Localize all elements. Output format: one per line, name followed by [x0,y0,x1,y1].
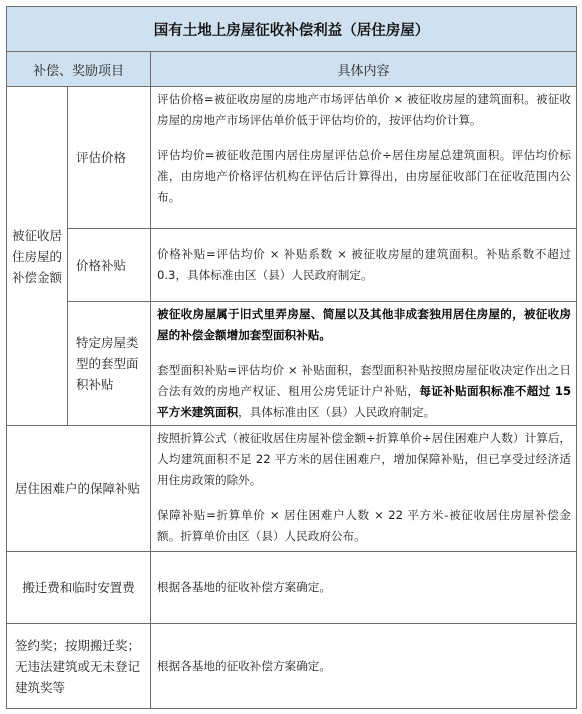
hardship-formula-paragraph: 按照折算公式（被征收居住房屋补偿金额÷折算单价÷居住困难户人数）计算后，人均建筑面积不足 22 平方米的居住困难户，增加保障补贴，但已享受过经济适用住房政策的除外。 [157,431,572,487]
unit-area-formula-text: 套型面积补贴=评估均价 × 补贴面积，套型面积补贴按照房屋征收决定作出之日合法有效的房地产权证、租用公房凭证计户补贴， [157,363,572,398]
compensation-table [6,6,577,709]
row-label-appraisal-price: 评估价格 [68,87,151,229]
hardship-subsidy-paragraph: 保障补贴=折算单价 × 居住困难户人数 × 22 平方米-被征收居住房屋补偿金额。折算单价由区（县）人民政府公布。 [157,508,572,543]
header-content-column: 具体内容 [151,52,577,87]
average-price-paragraph: 评估均价=被征收范围内居住房屋评估总价÷居住房屋总建筑面积。评估均价标准，由房地产价格评估机构在评估后计算得出，由房屋征收部门在征收范围内公布。 [157,148,572,204]
unit-area-subsidy-bold-paragraph: 被征收房屋属于旧式里弄房屋、简屋以及其他非成套独用居住房屋的，被征收房屋的补偿金额增加套型面积补贴。 [157,307,572,342]
row-content-relocation-fees: 根据各基地的征收补偿方案确定。 [151,552,577,624]
price-subsidy-paragraph: 价格补贴=评估均价 × 补贴系数 × 被征收房屋的建筑面积。补贴系数不超过 0.3，具体标准由区（县）人民政府制定。 [157,247,572,282]
row-content-price-subsidy [151,229,577,302]
row-content-unit-area-subsidy [151,302,577,426]
row-content-appraisal-price [151,87,577,229]
row-label-unit-area-subsidy: 特定房屋类型的套型面积补贴 [68,302,151,426]
group-label-compensation: 被征收居住房屋的补偿金额 [7,87,68,426]
table-title: 国有土地上房屋征收补偿利益（居住房屋） [7,7,577,52]
row-label-awards: 签约奖；按期搬迁奖；无违法建筑或无未登记建筑奖等 [7,624,151,709]
row-label-price-subsidy: 价格补贴 [68,229,151,302]
row-label-hardship-subsidy: 居住困难户的保障补贴 [7,426,151,552]
row-content-hardship-subsidy [151,426,577,552]
row-label-relocation-fees: 搬迁费和临时安置费 [7,552,151,624]
header-item-column: 补偿、奖励项目 [7,52,151,87]
unit-area-limit-bold-text: 每证补贴面积标准不超过 15 平方米建筑面积 [157,384,572,419]
unit-area-standard-text: ，具体标准由区（县）人民政府制定。 [238,405,436,419]
unit-area-subsidy-formula-paragraph [157,360,571,423]
row-content-awards: 根据各基地的征收补偿方案确定。 [151,624,577,709]
appraisal-price-paragraph: 评估价格=被征收房屋的房地产市场评估单价 × 被征收房屋的建筑面积。被征收房屋的房地产市场评估单价低于评估均价的，按评估均价计算。 [157,92,572,127]
